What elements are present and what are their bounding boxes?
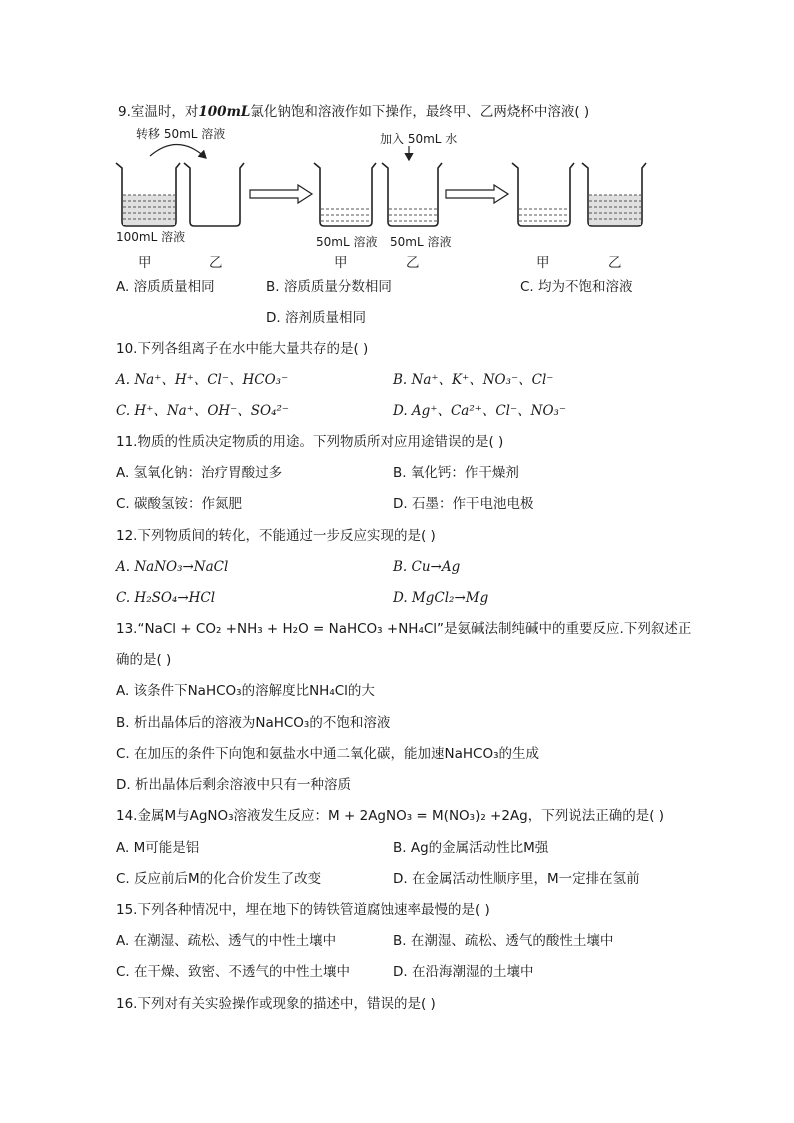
q12-stem: 12.下列物质间的转化，不能通过一步反应实现的是( ) bbox=[116, 528, 436, 544]
q11-option-d[interactable]: D. 石墨：作干电池电极 bbox=[393, 496, 534, 512]
q9-option-d[interactable]: D. 溶剂质量相同 bbox=[266, 310, 366, 326]
q13-option-a[interactable]: A. 该条件下NaHCO₃的溶解度比NH₄Cl的大 bbox=[116, 683, 375, 699]
q9-stem-math: 100mL bbox=[198, 104, 251, 120]
q11-option-a[interactable]: A. 氢氧化钠：治疗胃酸过多 bbox=[116, 465, 283, 481]
q11-option-b[interactable]: B. 氧化钙：作干燥剂 bbox=[393, 465, 519, 481]
vol-50-a-label: 50mL 溶液 bbox=[316, 235, 378, 249]
q10-option-b[interactable]: B. Na⁺、K⁺、NO₃⁻、Cl⁻ bbox=[393, 372, 554, 388]
process-arrow-2-icon bbox=[446, 185, 508, 203]
q11-option-c[interactable]: C. 碳酸氢铵：作氮肥 bbox=[116, 496, 243, 512]
q13-stem-line2: 确的是( ) bbox=[116, 652, 172, 668]
beaker-yi-1 bbox=[184, 163, 244, 226]
q12-option-d[interactable]: D. MgCl₂→Mg bbox=[393, 590, 489, 606]
vol-50-b-label: 50mL 溶液 bbox=[390, 235, 452, 249]
q12-option-b[interactable]: B. Cu→Ag bbox=[393, 559, 461, 575]
q13-option-d[interactable]: D. 析出晶体后剩余溶液中只有一种溶质 bbox=[116, 777, 351, 793]
q16-stem: 16.下列对有关实验操作或现象的描述中，错误的是( ) bbox=[116, 996, 436, 1012]
process-arrow-1-icon bbox=[250, 185, 312, 203]
vol-100-label: 100mL 溶液 bbox=[116, 230, 186, 244]
q13-option-c[interactable]: C. 在加压的条件下向饱和氨盐水中通二氧化碳，能加速NaHCO₃的生成 bbox=[116, 746, 539, 762]
q9-stem-suffix: 氯化钠饱和溶液作如下操作，最终甲、乙两烧杯中溶液( ) bbox=[250, 104, 590, 120]
transfer-arrow-icon bbox=[150, 144, 206, 158]
q14-option-c[interactable]: C. 反应前后M的化合价发生了改变 bbox=[116, 871, 322, 887]
transfer-label: 转移 50mL 溶液 bbox=[136, 127, 226, 141]
q10-option-a[interactable]: A. Na⁺、H⁺、Cl⁻、HCO₃⁻ bbox=[116, 372, 289, 388]
q10-stem: 10.下列各组离子在水中能大量共存的是( ) bbox=[116, 341, 369, 357]
q10-option-d[interactable]: D. Ag⁺、Ca²⁺、Cl⁻、NO₃⁻ bbox=[393, 403, 567, 419]
add-water-label: 加入 50mL 水 bbox=[380, 132, 458, 146]
q14-option-d[interactable]: D. 在金属活动性顺序里，M一定排在氢前 bbox=[393, 871, 640, 887]
q15-option-b[interactable]: B. 在潮湿、疏松、透气的酸性土壤中 bbox=[393, 933, 614, 949]
label-jia-1: 甲 bbox=[138, 255, 152, 271]
q11-stem: 11.物质的性质决定物质的用途。下列物质所对应用途错误的是( ) bbox=[116, 434, 504, 450]
label-yi-1: 乙 bbox=[209, 255, 223, 271]
q13-stem-line1: 13.“NaCl + CO₂ +NH₃ + H₂O = NaHCO₃ +NH₄Cl”是氨碱法制纯碱中的重要反应.下列叙述正 bbox=[116, 621, 692, 637]
beaker-yi-2 bbox=[382, 163, 442, 226]
q9-option-a[interactable]: A. 溶质质量相同 bbox=[116, 279, 215, 295]
q12-option-a[interactable]: A. NaNO₃→NaCl bbox=[116, 559, 229, 575]
label-jia-3: 甲 bbox=[536, 255, 550, 271]
beaker-jia-3 bbox=[512, 163, 574, 226]
q12-option-c[interactable]: C. H₂SO₄→HCl bbox=[116, 590, 216, 606]
q9-option-c[interactable]: C. 均为不饱和溶液 bbox=[520, 279, 633, 295]
q10-option-c[interactable]: C. H⁺、Na⁺、OH⁻、SO₄²⁻ bbox=[116, 403, 290, 419]
q15-stem: 15.下列各种情况中，埋在地下的铸铁管道腐蚀速率最慢的是( ) bbox=[116, 902, 490, 918]
beaker-jia-1 bbox=[116, 163, 180, 226]
q14-option-a[interactable]: A. M可能是铝 bbox=[116, 840, 200, 856]
q13-option-b[interactable]: B. 析出晶体后的溶液为NaHCO₃的不饱和溶液 bbox=[116, 715, 391, 731]
label-yi-2: 乙 bbox=[406, 255, 420, 271]
q14-option-b[interactable]: B. Ag的金属活动性比M强 bbox=[393, 840, 549, 856]
q15-option-a[interactable]: A. 在潮湿、疏松、透气的中性土壤中 bbox=[116, 933, 337, 949]
q9-option-b[interactable]: B. 溶质质量分数相同 bbox=[266, 279, 392, 295]
beaker-diagram bbox=[0, 0, 794, 300]
label-yi-3: 乙 bbox=[608, 255, 622, 271]
beaker-jia-2 bbox=[314, 163, 376, 226]
label-jia-2: 甲 bbox=[334, 255, 348, 271]
q9-stem-prefix: 9.室温时，对 bbox=[118, 104, 199, 120]
beaker-yi-3 bbox=[582, 163, 646, 226]
q15-option-d[interactable]: D. 在沿海潮湿的土壤中 bbox=[393, 964, 534, 980]
q14-stem: 14.金属M与AgNO₃溶液发生反应：M + 2AgNO₃ = M(NO₃)₂ +2Ag，下列说法正确的是( ) bbox=[116, 808, 665, 824]
q15-option-c[interactable]: C. 在干燥、致密、不透气的中性土壤中 bbox=[116, 964, 351, 980]
